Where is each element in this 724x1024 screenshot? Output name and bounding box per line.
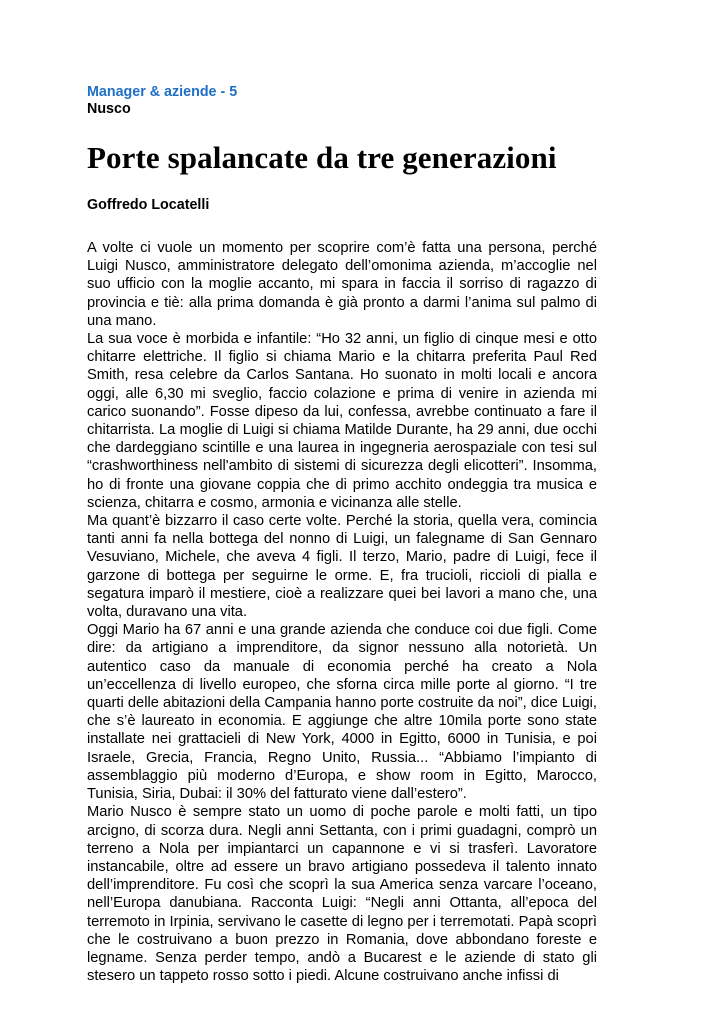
document-page: [87, 84, 597, 985]
paragraph: Ma quant’è bizzarro il caso certe volte. Perché la storia, quella vera, comincia tanti anni fa nella bottega del nonno di Luigi, un falegname di San Gennaro Vesuviano, Michele, che aveva 4 figli. Il terzo, Mario, padre di Luigi, fece il garzone di bottega per seguirne le orme. E, fra trucioli, riccioli di pialla e segatura imparò il mestiere, cioè a realizzare quei bei lavori a mano che, una volta, duravano una vita.: [87, 513, 597, 621]
paragraph: A volte ci vuole un momento per scoprire com’è fatta una persona, perché Luigi Nusco, amministratore delegato dell’omonima azienda, m’accoglie nel suo ufficio con la moglie accanto, mi spara in faccia il sorriso di ragazzo di provincia e tiè: alla prima domanda è già pronto a darmi l’anima sul palmo di una mano.: [87, 240, 597, 329]
article-body: [87, 239, 597, 985]
subsection-label: Nusco: [87, 101, 131, 117]
article-title: Porte spalancate da tre generazioni: [87, 140, 557, 175]
article-author: Goffredo Locatelli: [87, 197, 210, 213]
paragraph: La sua voce è morbida e infantile: “Ho 32 anni, un figlio di cinque mesi e otto chitarre elettriche. Il figlio si chiama Mario e la chitarra preferita Paul Red Smith, resa celebre da Carlos Santana. Ho suonato in molti locali e ancora oggi, alle 6,30 mi sveglio, faccio colazione e prima di venire in azienda mi carico suonando”. Fosse dipeso da lui, confessa, avrebbe continuato a fare il chitarrista. La moglie di Luigi si chiama Matilde Durante, ha 29 anni, due occhi che dardeggiano scintille e una laurea in ingegneria aerospaziale con tesi sul “crashworthiness nell'ambito di sistemi di sicurezza degli elicotteri”. Insomma, ho di fronte una giovane coppia che di primo acchito ondeggia tra musica e scienza, chitarra e cosmo, armonia e vicinanza alle stelle.: [87, 331, 597, 511]
paragraph: Oggi Mario ha 67 anni e una grande azienda che conduce coi due figli. Come dire: da artigiano a imprenditore, da signor nessuno alla notorietà. Un autentico caso da manuale di economia perché ha creato a Nola un’eccellenza di livello europeo, che sforna circa mille porte al giorno. “I tre quarti delle abitazioni della Campania hanno porte costruite da noi”, dice Luigi, che s’è laureato in economia. E aggiunge che altre 10mila porte sono state installate nei grattacieli di New York, 4000 in Egitto, 6000 in Tunisia, e poi Israele, Grecia, Francia, Regno Unito, Russia... “Abbiamo l’impianto di assemblaggio più moderno d’Europa, e show room in Egitto, Marocco, Tunisia, Siria, Dubai: il 30% del fatturato viene dall’estero”.: [87, 622, 597, 803]
section-label: Manager & aziende - 5: [87, 84, 238, 100]
paragraph: Mario Nusco è sempre stato un uomo di poche parole e molti fatti, un tipo arcigno, di scorza dura. Negli anni Settanta, con i primi guadagni, comprò un terreno a Nola per impiantarci un capannone e vi si trasferì. Lavoratore instancabile, oltre ad essere un bravo artigiano possedeva il talento innato dell’imprenditore. Fu così che scoprì la sua America senza varcare l’oceano, nell’Europa danubiana. Racconta Luigi: “Negli anni Ottanta, all’epoca del terremoto in Irpinia, servivano le casette di legno per i terremotati. Papà scoprì che le costruivano a buon prezzo in Romania, dove abbondano foreste e legname. Senza perder tempo, andò a Bucarest e le aziende di stato gli stesero un tappeto rosso sotto i piedi. Alcune costruivano anche infissi di: [87, 804, 597, 985]
